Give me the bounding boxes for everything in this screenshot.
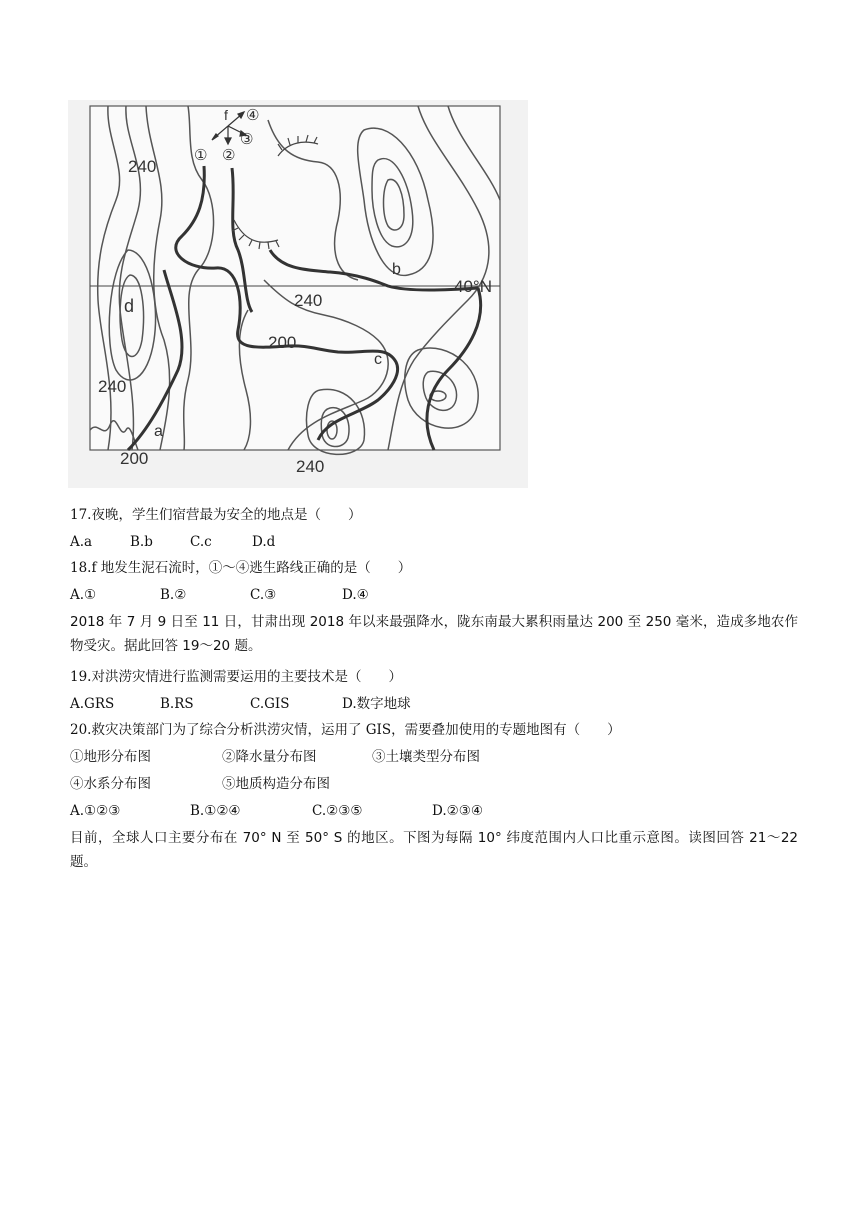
reading-passage-1: 2018 年 7 月 9 日至 11 日，甘肃出现 2018 年以来最强降水，陇东南最大累积雨量达 200 至 250 毫米，造成多地农作物受灾。据此回答 19～20 题。 bbox=[70, 614, 798, 654]
point-a-label: a bbox=[154, 423, 163, 440]
q19-option-a: A.GRS bbox=[70, 696, 115, 712]
question-19-stem: 19.对洪涝灾情进行监测需要运用的主要技术是（ ） bbox=[70, 669, 402, 685]
question-17-stem: 17.夜晚，学生们宿营最为安全的地点是（ ） bbox=[70, 507, 362, 523]
route-2-label: ② bbox=[222, 147, 236, 164]
q20-item-5: ⑤地质构造分布图 bbox=[222, 776, 330, 792]
route-3-label: ③ bbox=[240, 131, 254, 148]
q18-option-a: A.① bbox=[70, 587, 97, 603]
q18-option-c: C.③ bbox=[250, 587, 277, 603]
contour-label-240: 240 bbox=[128, 157, 157, 176]
point-d-label: d bbox=[124, 296, 135, 316]
question-20-stem: 20.救灾决策部门为了综合分析洪涝灾情，运用了 GIS，需要叠加使用的专题地图有（ ） bbox=[70, 722, 621, 738]
contour-label-200: 200 bbox=[120, 449, 149, 468]
contour-label-240: 240 bbox=[296, 457, 325, 476]
q20-option-c: C.②③⑤ bbox=[312, 803, 363, 819]
q19-option-b: B.RS bbox=[160, 696, 194, 712]
contour-label-240: 240 bbox=[98, 377, 127, 396]
point-f-label: f bbox=[224, 107, 228, 123]
q20-item-2: ②降水量分布图 bbox=[222, 749, 317, 765]
q17-option-d: D.d bbox=[252, 534, 276, 550]
contour-map-figure bbox=[68, 100, 528, 488]
question-18-stem: 18.f 地发生泥石流时，①～④逃生路线正确的是（ ） bbox=[70, 560, 412, 576]
contour-label-200: 200 bbox=[268, 333, 297, 352]
q20-option-d: D.②③④ bbox=[432, 803, 483, 819]
route-1-label: ① bbox=[194, 147, 208, 164]
reading-passage-2: 目前，全球人口主要分布在 70° N 至 50° S 的地区。下图为每隔 10° 纬度范围内人口比重示意图。读图回答 21～22 题。 bbox=[70, 830, 798, 870]
point-c-label: c bbox=[374, 351, 382, 368]
q20-item-1: ①地形分布图 bbox=[70, 749, 151, 765]
latitude-label: 40°N bbox=[454, 277, 492, 296]
q17-option-c: C.c bbox=[190, 534, 212, 550]
q18-option-b: B.② bbox=[160, 587, 187, 603]
q20-item-4: ④水系分布图 bbox=[70, 776, 151, 792]
q18-option-d: D.④ bbox=[342, 587, 369, 603]
q17-option-b: B.b bbox=[130, 534, 153, 550]
q20-item-3: ③土壤类型分布图 bbox=[372, 749, 480, 765]
q19-option-d: D.数字地球 bbox=[342, 696, 411, 712]
route-4-label: ④ bbox=[246, 107, 260, 124]
point-b-label: b bbox=[392, 261, 401, 278]
q19-option-c: C.GIS bbox=[250, 696, 290, 712]
q17-option-a: A.a bbox=[70, 534, 93, 550]
q20-option-b: B.①②④ bbox=[190, 803, 241, 819]
contour-label-240: 240 bbox=[294, 291, 323, 310]
contour-map bbox=[68, 100, 528, 488]
q20-option-a: A.①②③ bbox=[70, 803, 121, 819]
